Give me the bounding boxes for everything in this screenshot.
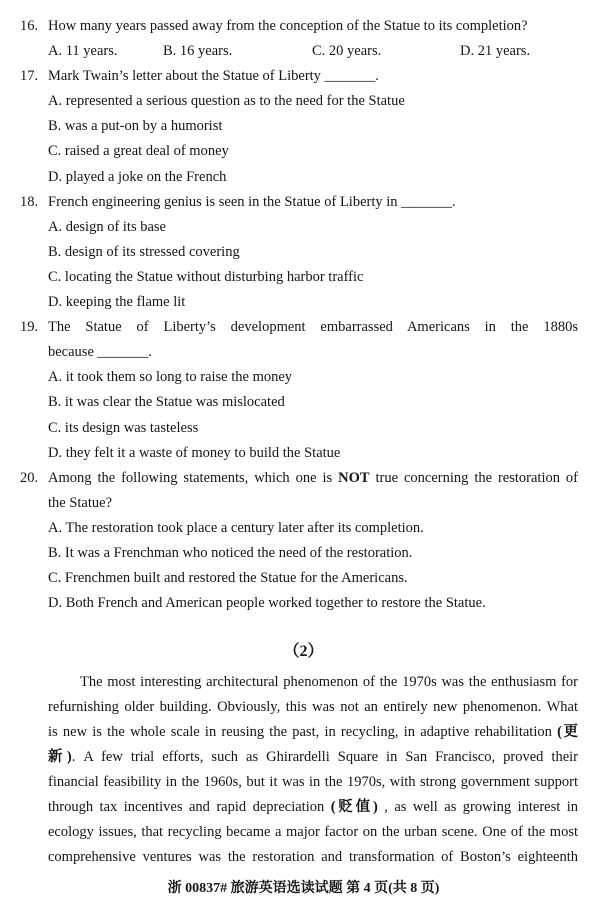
option-d-line <box>0 441 607 466</box>
passage-line-3 <box>48 720 578 745</box>
chinese-gloss: (贬值) <box>330 798 378 815</box>
option-a: A. represented a serious question as to the need for the Statue <box>48 93 405 110</box>
passage-text: through tax incentives and rapid depreciation <box>48 798 325 815</box>
reading-passage <box>48 670 578 870</box>
option-c: C. locating the Statue without disturbing harbor traffic <box>48 268 364 285</box>
question-17 <box>0 64 607 189</box>
passage-text: , as well as growing interest in <box>384 798 578 815</box>
passage-line-4 <box>48 745 578 770</box>
question-16-stem-line <box>0 14 607 39</box>
option-c-line <box>0 265 607 290</box>
passage-line-1: The most interesting architectural phenomenon of the 1970s was the enthusiasm for <box>80 673 578 690</box>
question-18 <box>0 190 607 315</box>
passage-line-2: refurnishing older building. Obviously, this was not an entirely new phenomenon. What <box>48 698 578 715</box>
passage-line-5: financial feasibility in the 1960s, but it was in the 1970s, with strong government support <box>48 773 578 790</box>
question-16-options-row <box>0 39 607 64</box>
question-number: 18. <box>20 193 39 210</box>
option-b-line <box>0 390 607 415</box>
option-a-line <box>0 89 607 114</box>
option-a: A. 11 years. <box>48 43 118 60</box>
option-c: C. its design was tasteless <box>48 419 199 436</box>
question-20-stem-line-2 <box>0 491 607 516</box>
question-stem-continued: because _______. <box>48 344 152 361</box>
option-d: D. keeping the flame lit <box>48 294 186 311</box>
option-d: D. Both French and American people worked together to restore the Statue. <box>48 595 486 612</box>
passage-line-8: comprehensive ventures was the restoration and transformation of Boston’s eighteenth <box>48 848 578 865</box>
passage-text: . A few trial efforts, such as Ghirardelli Square in San Francisco, proved their <box>71 748 578 765</box>
option-c-line <box>0 416 607 441</box>
option-b-line <box>0 240 607 265</box>
option-c: C. Frenchmen built and restored the Statue for the Americans. <box>48 570 408 587</box>
option-a: A. it took them so long to raise the money <box>48 369 293 386</box>
stem-emphasis-not: NOT <box>338 469 370 486</box>
option-c: C. raised a great deal of money <box>48 143 229 160</box>
option-c-line <box>0 566 607 591</box>
option-b: B. design of its stressed covering <box>48 243 240 260</box>
question-stem <box>48 466 578 491</box>
question-17-stem-line <box>0 64 607 89</box>
passage-text: is new is the whole scale in reusing the past, in recycling, in adaptive rehabilitation <box>48 723 552 740</box>
option-d: D. played a joke on the French <box>48 168 227 185</box>
page-footer: 浙 00837# 旅游英语选读试题 第 4 页(共 8 页) <box>167 881 440 896</box>
option-b: B. was a put-on by a humorist <box>48 118 223 135</box>
passage-line-6 <box>48 795 578 820</box>
question-number: 20. <box>20 469 39 486</box>
option-b-line <box>0 114 607 139</box>
question-16 <box>0 14 607 64</box>
question-stem: How many years passed away from the conception of the Statue to its completion? <box>48 18 528 34</box>
question-stem-continued: the Statue? <box>48 494 113 511</box>
option-a: A. The restoration took place a century later after its completion. <box>48 519 424 536</box>
question-stem: Mark Twain’s letter about the Statue of Liberty _______. <box>48 68 379 85</box>
questions-section <box>0 14 607 616</box>
option-d-line <box>0 290 607 315</box>
question-stem: French engineering genius is seen in the Statue of Liberty in _______. <box>48 193 456 210</box>
stem-text-after: true concerning the restoration of <box>375 469 578 486</box>
passage-line-7: ecology issues, that recycling became a major factor on the urban scene. One of the most <box>48 823 578 840</box>
option-a-line <box>0 365 607 390</box>
option-a-line <box>0 516 607 541</box>
question-20 <box>0 466 607 617</box>
question-20-stem-line-1 <box>0 466 607 491</box>
question-19 <box>0 315 607 466</box>
option-b: B. 16 years. <box>163 43 233 60</box>
option-d: D. they felt it a waste of money to build the Statue <box>48 444 341 461</box>
chinese-gloss: (更 <box>557 723 578 740</box>
option-b: B. It was a Frenchman who noticed the need of the restoration. <box>48 544 413 561</box>
question-19-stem-line-1 <box>0 315 607 340</box>
option-c-line <box>0 139 607 164</box>
question-18-stem-line <box>0 190 607 215</box>
chinese-gloss: 新) <box>48 748 72 765</box>
question-stem: The Statue of Liberty’s development embarrassed Americans in the 1880s <box>48 319 578 336</box>
question-number: 17. <box>20 68 39 85</box>
question-19-stem-line-2 <box>0 340 607 365</box>
stem-text-before: Among the following statements, which one is <box>48 469 333 486</box>
option-c: C. 20 years. <box>312 43 382 60</box>
question-number: 16. <box>20 18 39 34</box>
option-a-line <box>0 215 607 240</box>
passage-heading: （2） <box>283 643 324 660</box>
option-b: B. it was clear the Statue was mislocated <box>48 394 285 411</box>
option-d-line <box>0 591 607 616</box>
option-a: A. design of its base <box>48 218 166 235</box>
option-d: D. 21 years. <box>460 43 531 60</box>
option-d-line <box>0 165 607 190</box>
question-number: 19. <box>20 319 39 336</box>
option-b-line <box>0 541 607 566</box>
